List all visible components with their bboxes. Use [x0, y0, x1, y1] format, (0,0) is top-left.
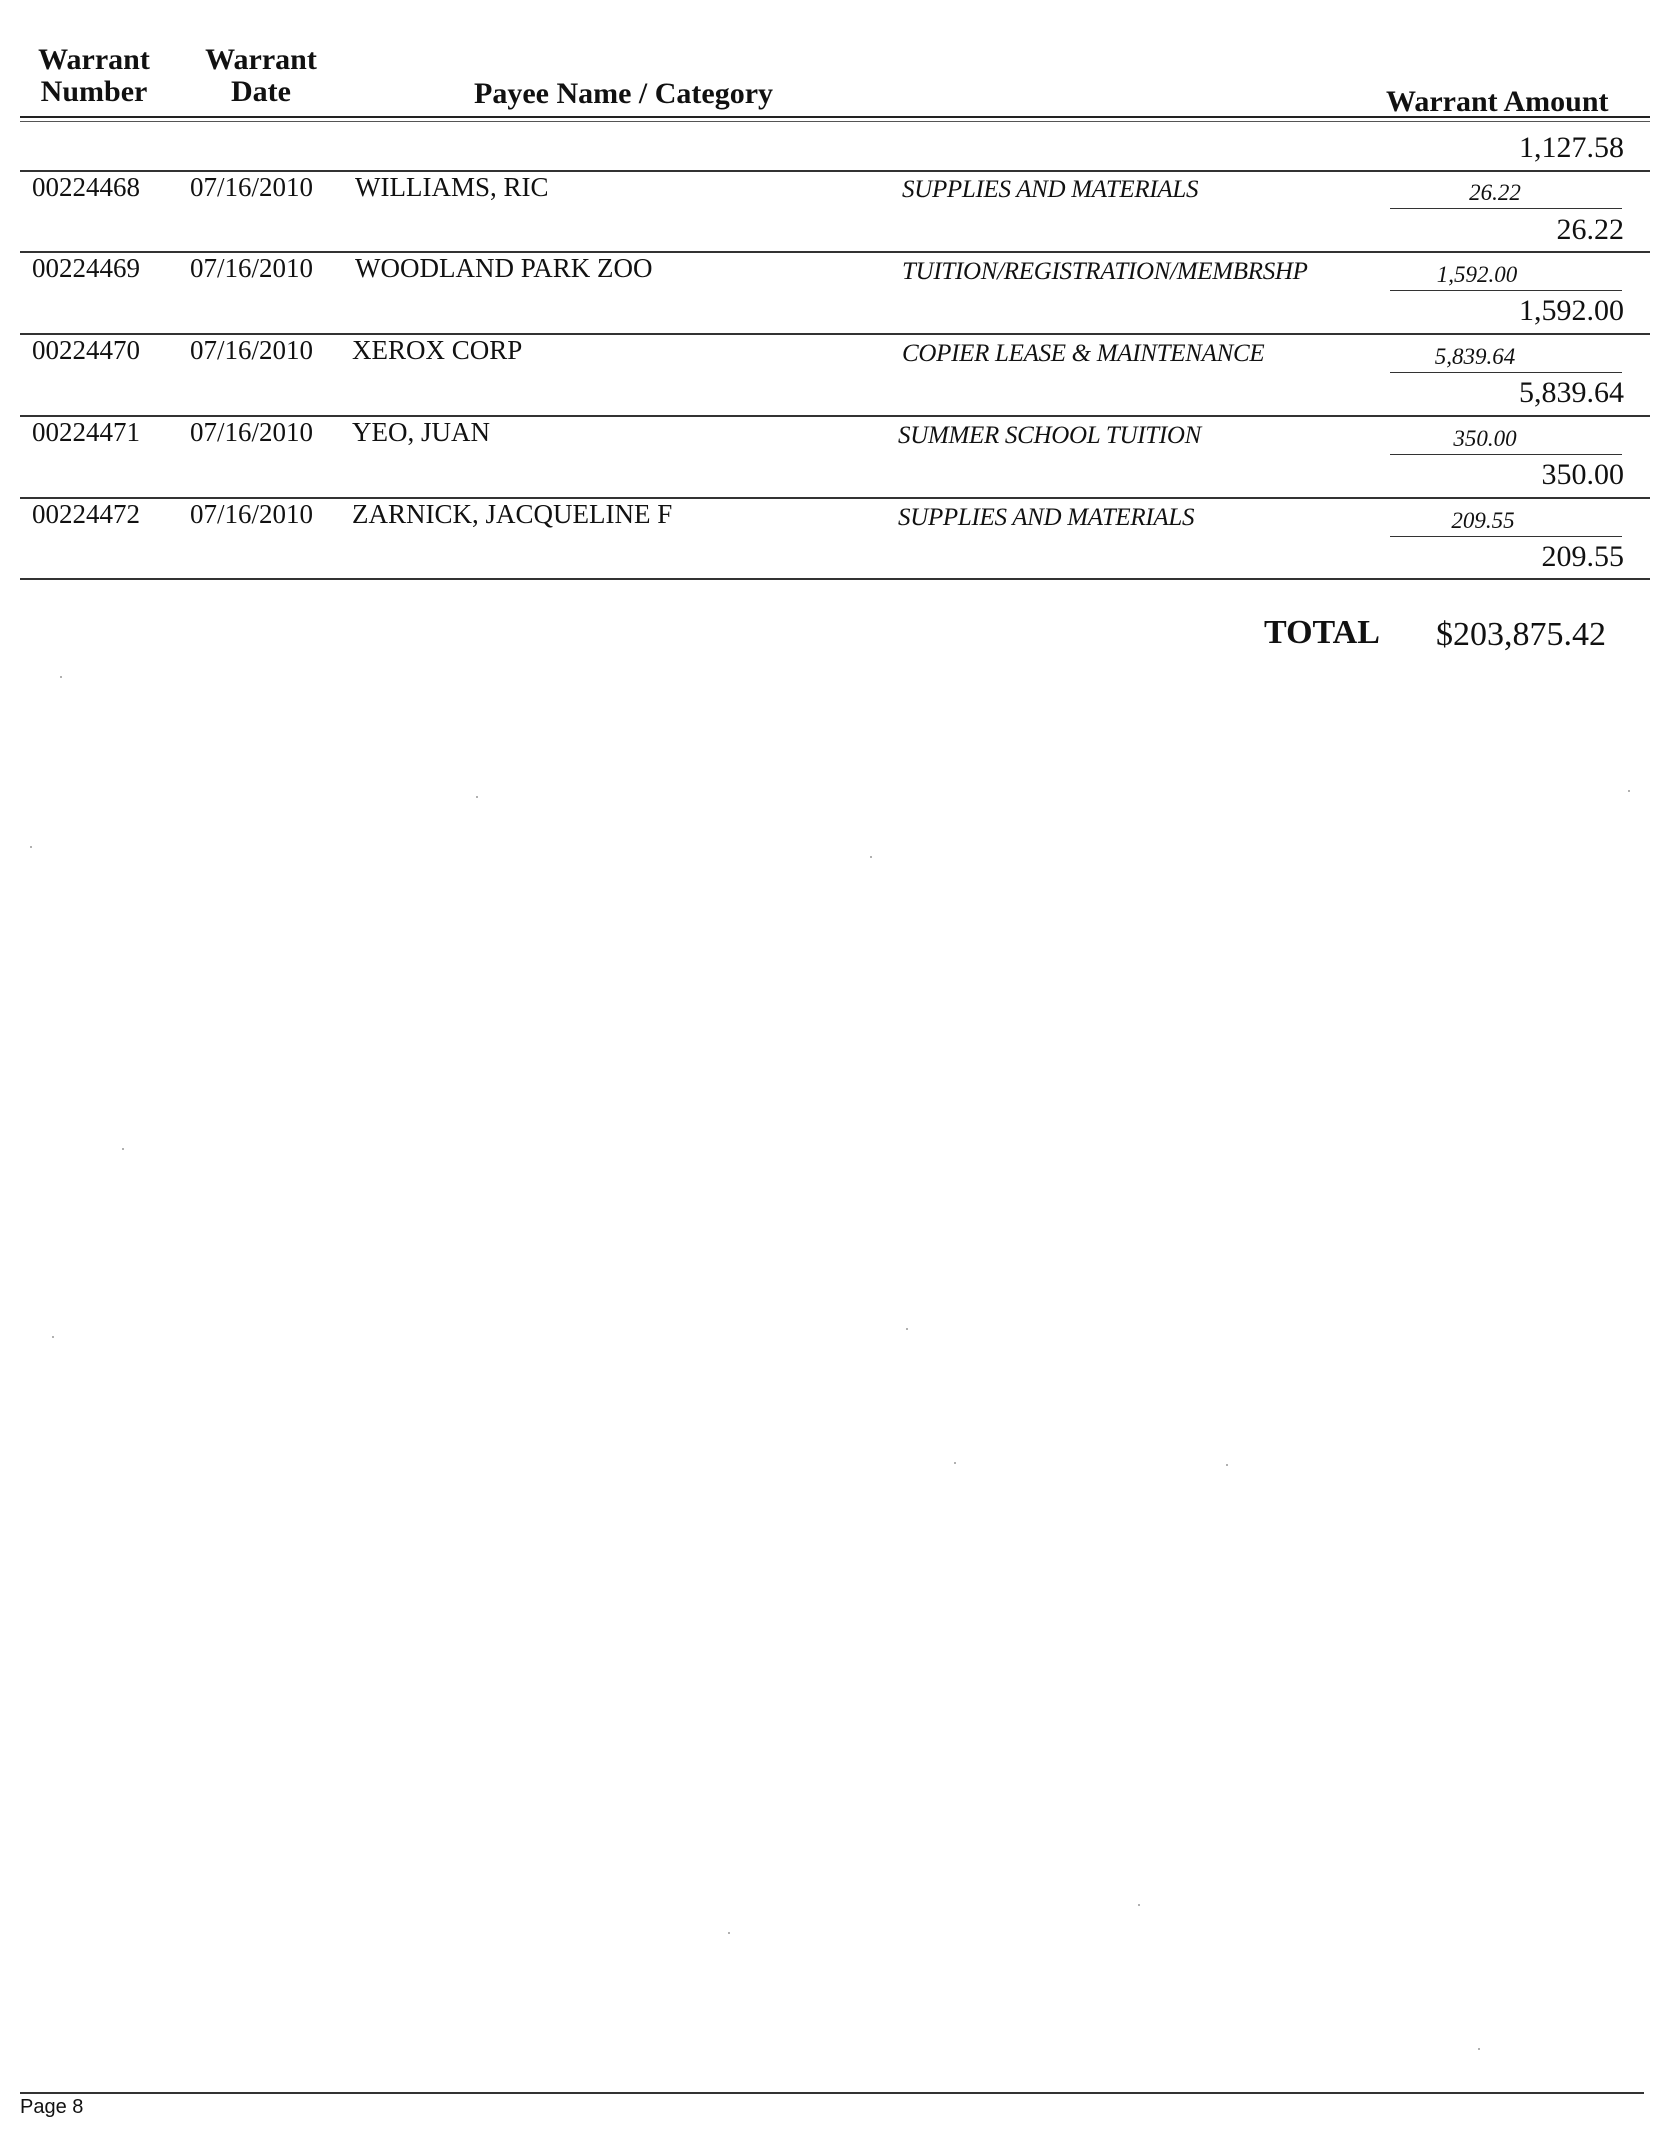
header-warrant-date-line2: Date: [231, 75, 291, 108]
scan-speck: [1138, 1904, 1140, 1906]
scan-speck: [728, 1932, 730, 1934]
payee-category: SUMMER SCHOOL TUITION: [898, 422, 1201, 449]
scan-speck: [906, 1328, 908, 1330]
warrant-date: 07/16/2010: [190, 499, 314, 529]
header-warrant-date: [196, 44, 326, 108]
line-amount-underline: [1390, 536, 1622, 537]
total-value: $203,875.42: [1436, 616, 1606, 653]
line-amount-underline: [1390, 290, 1622, 291]
scan-speck: [870, 856, 872, 858]
header-divider-thin: [20, 121, 1650, 122]
header-payee-category: Payee Name / Category: [474, 77, 774, 110]
header-warrant-date-line1: Warrant: [205, 43, 317, 76]
scan-speck: [1478, 2048, 1480, 2050]
header-warrant-number-line2: Number: [40, 75, 148, 108]
payee-name: ZARNICK, JACQUELINE F: [352, 499, 673, 529]
line-amount: 350.00: [1453, 426, 1517, 451]
warrant-date: 07/16/2010: [190, 335, 314, 365]
warrant-date: 07/16/2010: [190, 253, 314, 283]
header-divider: [20, 116, 1650, 118]
scan-speck: [476, 796, 478, 798]
header-warrant-number-line1: Warrant: [38, 43, 150, 76]
carryover-amount: 1,127.58: [1519, 131, 1624, 164]
payee-category: SUPPLIES AND MATERIALS: [902, 176, 1199, 203]
payee-name: YEO, JUAN: [352, 417, 490, 447]
warrant-total-amount: 26.22: [1556, 213, 1624, 246]
scan-speck: [122, 1148, 124, 1150]
scan-speck: [954, 1462, 956, 1464]
scan-speck: [30, 846, 32, 848]
header-warrant-number: [32, 44, 156, 108]
payee-category: TUITION/REGISTRATION/MEMBRSHP: [902, 258, 1308, 285]
warrant-number: 00224472: [32, 499, 140, 529]
line-amount: 209.55: [1451, 508, 1515, 533]
warrant-total-amount: 5,839.64: [1519, 376, 1624, 409]
line-amount: 1,592.00: [1436, 262, 1518, 287]
line-amount: 26.22: [1469, 180, 1521, 205]
payee-category: SUPPLIES AND MATERIALS: [898, 504, 1195, 531]
total-label: TOTAL: [1264, 614, 1380, 651]
line-amount-underline: [1390, 372, 1622, 373]
warrant-number: 00224470: [32, 335, 140, 365]
warrant-total-amount: 350.00: [1541, 458, 1624, 491]
payee-name: WOODLAND PARK ZOO: [355, 253, 653, 283]
row-divider: [20, 578, 1650, 580]
line-amount-underline: [1390, 454, 1622, 455]
warrant-number: 00224468: [32, 172, 140, 202]
warrant-total-amount: 209.55: [1541, 540, 1624, 573]
payee-name: XEROX CORP: [352, 335, 523, 365]
scan-speck: [1226, 1464, 1228, 1466]
scan-speck: [1628, 790, 1630, 792]
scan-speck: [52, 1336, 54, 1338]
warrant-date: 07/16/2010: [190, 172, 314, 202]
page-number: Page 8: [20, 2096, 84, 2118]
header-warrant-amount: Warrant Amount: [1386, 85, 1609, 118]
line-amount: 5,839.64: [1434, 344, 1516, 369]
payee-name: WILLIAMS, RIC: [355, 172, 549, 202]
warrant-number: 00224471: [32, 417, 140, 447]
scan-speck: [60, 676, 62, 678]
line-amount-underline: [1390, 208, 1622, 209]
warrant-number: 00224469: [32, 253, 140, 283]
warrant-date: 07/16/2010: [190, 417, 314, 447]
warrant-total-amount: 1,592.00: [1519, 294, 1624, 327]
payee-category: COPIER LEASE & MAINTENANCE: [902, 340, 1265, 367]
footer-divider: [20, 2092, 1644, 2094]
